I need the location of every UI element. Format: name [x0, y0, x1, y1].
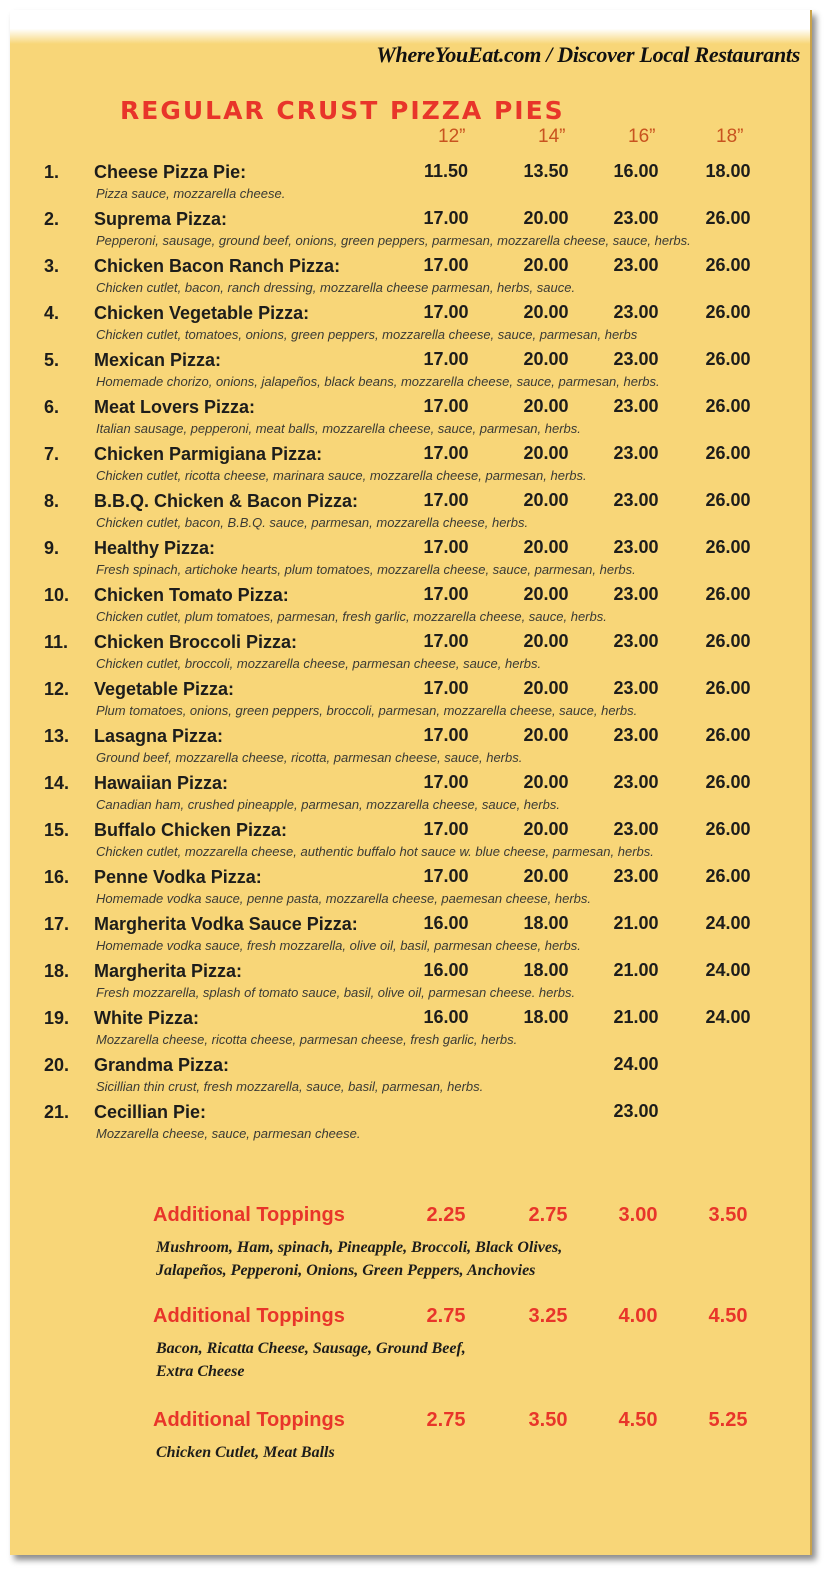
- price-18: 26.00: [705, 866, 751, 886]
- toppings-price-18: 4.50: [708, 1305, 748, 1327]
- size-16: 16”: [628, 126, 656, 147]
- item-description: Chicken cutlet, bacon, B.B.Q. sauce, parmesan, mozzarella cheese, herbs.: [96, 515, 529, 530]
- toppings-label: Additional Toppings: [153, 1409, 345, 1431]
- item-description: Italian sausage, pepperoni, meat balls, mozzarella cheese, sauce, parmesan, herbs.: [96, 421, 581, 436]
- price-12: 16.00: [423, 913, 469, 933]
- price-16: 21.00: [613, 1007, 659, 1027]
- item-number: 10.: [44, 585, 70, 605]
- price-12: 17.00: [423, 866, 469, 886]
- item-description: Mozzarella cheese, ricotta cheese, parmesan cheese, fresh garlic, herbs.: [96, 1032, 518, 1047]
- item-name: Cecillian Pie:: [94, 1102, 207, 1122]
- price-16: 21.00: [613, 913, 659, 933]
- price-12: 16.00: [423, 960, 469, 980]
- toppings-items: Bacon, Ricatta Cheese, Sausage, Ground Beef, Extra Cheese: [156, 1340, 466, 1380]
- menu-title: REGULAR CRUST PIZZA PIES: [120, 96, 565, 125]
- price-18: 26.00: [705, 443, 751, 463]
- toppings-items: Mushroom, Ham, spinach, Pineapple, Broccoli, Black Olives, Jalapeños, Pepperoni, Onions, Green Peppers, Anchovies: [156, 1239, 563, 1279]
- price-14: 20.00: [523, 490, 569, 510]
- toppings-price-18: 3.50: [708, 1204, 748, 1226]
- menu-item-row: [10, 299, 810, 346]
- price-18: 24.00: [705, 960, 751, 980]
- item-name: White Pizza:: [94, 1008, 200, 1028]
- item-name: Chicken Vegetable Pizza:: [94, 303, 310, 323]
- toppings-price-12: 2.75: [426, 1409, 466, 1431]
- item-number: 11.: [44, 632, 69, 652]
- price-16: 23.00: [613, 490, 659, 510]
- toppings-price-14: 2.75: [528, 1204, 568, 1226]
- price-12: 17.00: [423, 490, 469, 510]
- size-18: 18”: [716, 126, 744, 147]
- item-number: 17.: [44, 914, 70, 934]
- item-description: Pepperoni, sausage, ground beef, onions, green peppers, parmesan, mozzarella cheese, sauce, herbs.: [96, 233, 691, 248]
- price-12: 17.00: [423, 443, 469, 463]
- price-14: 20.00: [523, 443, 569, 463]
- item-number: 9.: [44, 538, 60, 558]
- item-description: Chicken cutlet, ricotta cheese, marinara sauce, mozzarella cheese, parmesan, herbs.: [96, 468, 587, 483]
- item-description: Fresh mozzarella, splash of tomato sauce, basil, olive oil, parmesan cheese. herbs.: [96, 985, 576, 1000]
- toppings-price-12: 2.75: [426, 1305, 466, 1327]
- price-14: 20.00: [523, 537, 569, 557]
- price-18: 26.00: [705, 208, 751, 228]
- price-14: 20.00: [523, 396, 569, 416]
- toppings-price-18: 5.25: [708, 1409, 748, 1431]
- price-18: 26.00: [705, 772, 751, 792]
- price-18: 26.00: [705, 725, 751, 745]
- item-description: Canadian ham, crushed pineapple, parmesan, mozzarella cheese, sauce, herbs.: [96, 797, 560, 812]
- price-12: 17.00: [423, 631, 469, 651]
- item-description: Sicillian thin crust, fresh mozzarella, sauce, basil, parmesan, herbs.: [96, 1079, 484, 1094]
- price-14: 20.00: [523, 255, 569, 275]
- item-name: Penne Vodka Pizza:: [94, 867, 262, 887]
- menu-item-row: [10, 863, 810, 910]
- menu-item-row: [10, 1004, 810, 1051]
- price-12: 17.00: [423, 302, 469, 322]
- price-18: 26.00: [705, 584, 751, 604]
- price-12: 17.00: [423, 772, 469, 792]
- item-name: Margherita Pizza:: [94, 961, 243, 981]
- price-18: 26.00: [705, 349, 751, 369]
- item-number: 19.: [44, 1008, 70, 1028]
- item-description: Homemade vodka sauce, penne pasta, mozzarella cheese, paemesan cheese, herbs.: [96, 891, 592, 906]
- price-12: 17.00: [423, 584, 469, 604]
- price-18: 26.00: [705, 396, 751, 416]
- item-description: Homemade vodka sauce, fresh mozzarella, olive oil, basil, parmesan cheese, herbs.: [96, 938, 581, 953]
- price-18: 26.00: [705, 537, 751, 557]
- item-description: Homemade chorizo, onions, jalapeños, black beans, mozzarella cheese, sauce, parmesan, herbs.: [96, 374, 660, 389]
- price-12: 17.00: [423, 349, 469, 369]
- item-description: Chicken cutlet, tomatoes, onions, green peppers, mozzarella cheese, sauce, parmesan, herbs: [96, 327, 638, 342]
- price-18: 26.00: [705, 819, 751, 839]
- price-12: 17.00: [423, 725, 469, 745]
- item-name: Hawaiian Pizza:: [94, 773, 229, 793]
- price-16: 23.00: [613, 678, 659, 698]
- price-12: 16.00: [423, 1007, 469, 1027]
- item-name: Lasagna Pizza:: [94, 726, 224, 746]
- price-12: 17.00: [423, 537, 469, 557]
- price-14: 18.00: [523, 960, 569, 980]
- item-description: Mozzarella cheese, sauce, parmesan cheese.: [96, 1126, 361, 1141]
- item-name: Grandma Pizza:: [94, 1055, 230, 1075]
- item-number: 18.: [44, 961, 70, 981]
- menu-item-row: [10, 675, 810, 722]
- item-number: 4.: [44, 303, 60, 323]
- top-band: [10, 10, 810, 44]
- price-14: 20.00: [523, 819, 569, 839]
- item-number: 7.: [44, 444, 60, 464]
- price-12: 17.00: [423, 678, 469, 698]
- item-number: 21.: [44, 1102, 70, 1122]
- menu-item-row: [10, 816, 810, 863]
- price-14: 20.00: [523, 631, 569, 651]
- menu-item-row: [10, 957, 810, 1004]
- item-number: 5.: [44, 350, 60, 370]
- item-name: Mexican Pizza:: [94, 350, 222, 370]
- item-name: Cheese Pizza Pie:: [94, 162, 247, 182]
- menu-item-row: [10, 534, 810, 581]
- menu-item-row: [10, 252, 810, 299]
- item-description: Plum tomatoes, onions, green peppers, broccoli, parmesan, mozzarella cheese, sauce, herbs.: [96, 703, 638, 718]
- price-14: 18.00: [523, 913, 569, 933]
- price-12: 17.00: [423, 819, 469, 839]
- item-number: 8.: [44, 491, 60, 511]
- item-number: 2.: [44, 209, 60, 229]
- toppings-price-14: 3.25: [528, 1305, 568, 1327]
- toppings-price-16: 3.00: [618, 1204, 658, 1226]
- item-name: B.B.Q. Chicken & Bacon Pizza:: [94, 491, 359, 511]
- item-description: Fresh spinach, artichoke hearts, plum tomatoes, mozzarella cheese, sauce, parmesan, herbs.: [96, 562, 636, 577]
- item-description: Pizza sauce, mozzarella cheese.: [96, 186, 286, 201]
- price-18: 24.00: [705, 1007, 751, 1027]
- price-16: 23.00: [613, 631, 659, 651]
- price-14: 20.00: [523, 772, 569, 792]
- item-description: Ground beef, mozzarella cheese, ricotta, parmesan cheese, sauce, herbs.: [96, 750, 523, 765]
- price-16: 23.00: [613, 255, 659, 275]
- price-18: 26.00: [705, 302, 751, 322]
- toppings-label: Additional Toppings: [153, 1305, 345, 1327]
- toppings-label: Additional Toppings: [153, 1204, 345, 1226]
- price-16: 16.00: [613, 161, 659, 181]
- price-18: 26.00: [705, 490, 751, 510]
- item-number: 6.: [44, 397, 60, 417]
- size-12: 12”: [438, 126, 466, 147]
- price-12: 17.00: [423, 255, 469, 275]
- item-number: 13.: [44, 726, 70, 746]
- item-number: 15.: [44, 820, 70, 840]
- site-watermark: WhereYouEat.com / Discover Local Restaurants: [376, 42, 800, 67]
- price-18: 26.00: [705, 678, 751, 698]
- toppings-price-12: 2.25: [426, 1204, 466, 1226]
- price-18: 18.00: [705, 161, 751, 181]
- price-18: 26.00: [705, 631, 751, 651]
- item-name: Chicken Parmigiana Pizza:: [94, 444, 323, 464]
- price-14: 20.00: [523, 678, 569, 698]
- menu-page: [10, 10, 812, 1555]
- menu-item-row: [10, 628, 810, 675]
- price-12: 17.00: [423, 396, 469, 416]
- item-description: Chicken cutlet, bacon, ranch dressing, mozzarella cheese parmesan, herbs, sauce.: [96, 280, 576, 295]
- item-name: Meat Lovers Pizza:: [94, 397, 256, 417]
- toppings-price-14: 3.50: [528, 1409, 568, 1431]
- price-16: 23.00: [613, 443, 659, 463]
- price-14: 20.00: [523, 349, 569, 369]
- menu-item-row: [10, 1051, 810, 1098]
- price-14: 20.00: [523, 866, 569, 886]
- price-14: 20.00: [523, 584, 569, 604]
- item-description: Chicken cutlet, broccoli, mozzarella cheese, parmesan cheese, sauce, herbs.: [96, 656, 542, 671]
- price-14: 20.00: [523, 725, 569, 745]
- price-18: 24.00: [705, 913, 751, 933]
- price-16: 23.00: [613, 819, 659, 839]
- toppings-price-16: 4.50: [618, 1409, 658, 1431]
- toppings-price-16: 4.00: [618, 1305, 658, 1327]
- menu-item-row: [10, 158, 810, 205]
- menu-item-row: [10, 581, 810, 628]
- item-number: 1.: [44, 162, 60, 182]
- size-14: 14”: [538, 126, 566, 147]
- item-name: Chicken Broccoli Pizza:: [94, 632, 298, 652]
- menu-item-row: [10, 205, 810, 252]
- price-16: 23.00: [613, 302, 659, 322]
- item-name: Buffalo Chicken Pizza:: [94, 820, 288, 840]
- price-16: 23.00: [613, 349, 659, 369]
- item-description: Chicken cutlet, plum tomatoes, parmesan, fresh garlic, mozzarella cheese, sauce, herbs.: [96, 609, 607, 624]
- price-14: 18.00: [523, 1007, 569, 1027]
- price-16: 23.00: [613, 725, 659, 745]
- price-16: 23.00: [613, 866, 659, 886]
- price-16: 21.00: [613, 960, 659, 980]
- price-16: 23.00: [613, 1101, 659, 1121]
- toppings-items: Chicken Cutlet, Meat Balls: [156, 1444, 335, 1461]
- item-number: 12.: [44, 679, 70, 699]
- item-number: 20.: [44, 1055, 70, 1075]
- menu-item-row: [10, 1098, 810, 1145]
- price-16: 23.00: [613, 537, 659, 557]
- menu-item-row: [10, 722, 810, 769]
- price-16: 23.00: [613, 772, 659, 792]
- item-name: Margherita Vodka Sauce Pizza:: [94, 914, 358, 934]
- item-number: 3.: [44, 256, 60, 276]
- item-name: Suprema Pizza:: [94, 209, 228, 229]
- item-name: Chicken Tomato Pizza:: [94, 585, 289, 605]
- price-16: 23.00: [613, 396, 659, 416]
- price-12: 11.50: [423, 161, 469, 181]
- item-description: Chicken cutlet, mozzarella cheese, authentic buffalo hot sauce w. blue cheese, parmesan, herbs.: [96, 844, 654, 859]
- item-number: 14.: [44, 773, 70, 793]
- item-name: Healthy Pizza:: [94, 538, 216, 558]
- menu-item-row: [10, 440, 810, 487]
- price-16: 24.00: [613, 1054, 659, 1074]
- price-16: 23.00: [613, 584, 659, 604]
- price-14: 20.00: [523, 208, 569, 228]
- price-18: 26.00: [705, 255, 751, 275]
- menu-item-row: [10, 487, 810, 534]
- menu-item-row: [10, 769, 810, 816]
- item-number: 16.: [44, 867, 70, 887]
- pizza-list: [10, 158, 810, 1145]
- item-name: Chicken Bacon Ranch Pizza:: [94, 256, 341, 276]
- menu-item-row: [10, 910, 810, 957]
- price-14: 20.00: [523, 302, 569, 322]
- price-12: 17.00: [423, 208, 469, 228]
- menu-item-row: [10, 346, 810, 393]
- price-14: 13.50: [523, 161, 569, 181]
- menu-item-row: [10, 393, 810, 440]
- item-name: Vegetable Pizza:: [94, 679, 235, 699]
- price-16: 23.00: [613, 208, 659, 228]
